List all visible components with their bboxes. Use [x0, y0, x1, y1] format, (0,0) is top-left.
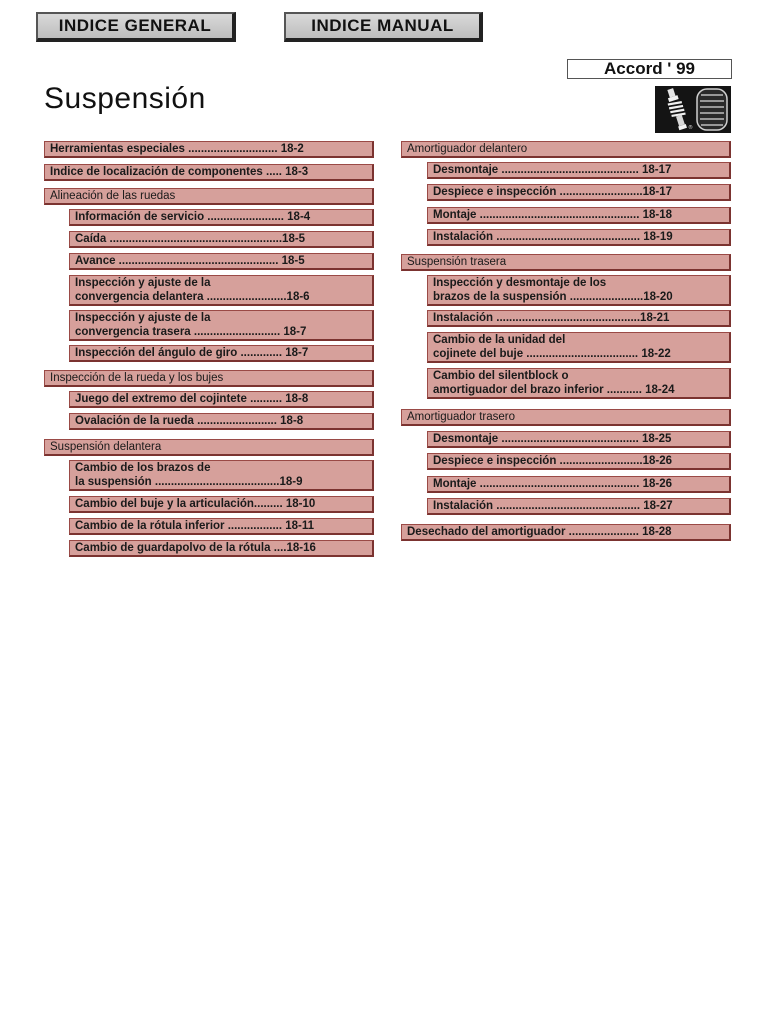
toc-entry-st-instalacion[interactable]: [427, 310, 731, 327]
toc-entry-herramientas[interactable]: [44, 141, 374, 158]
toc-entry-text: brazos de la suspensión .......................18-20: [433, 291, 673, 303]
toc-entry-text: Desmontaje ........................................... 18-17: [433, 164, 672, 176]
toc-entry-text: Caída ......................................................18-5: [75, 233, 306, 245]
toc-entry-text: Inspección del ángulo de giro ............. 18-7: [75, 347, 309, 359]
toc-entry-st-cojinete[interactable]: [427, 332, 731, 363]
toc-entry-text: cojinete del buje ................................... 18-22: [433, 348, 671, 360]
toc-entry-text: amortiguador del brazo inferior ........... 18-24: [433, 384, 675, 396]
indice-manual-button[interactable]: INDICE MANUAL: [284, 12, 483, 42]
model-label: Accord ' 99: [567, 59, 732, 79]
toc-entry-text: Suspensión trasera: [407, 256, 507, 268]
toc-entry-st-brazos[interactable]: [427, 275, 731, 306]
toc-entry-text: Instalación .............................................18-21: [433, 312, 670, 324]
toc-entry-cambio-buje[interactable]: [69, 496, 374, 513]
shock-absorber-and-tire-icon: [655, 86, 731, 133]
svg-text:®: ®: [688, 125, 693, 131]
toc-entry-text: Despiece e inspección ..........................18-26: [433, 455, 673, 467]
toc-entry-text: Inspección de la rueda y los bujes: [50, 372, 224, 384]
toc-entry-susp-trasera[interactable]: [401, 254, 731, 271]
toc-entry-text: Desmontaje ........................................... 18-25: [433, 433, 672, 445]
toc-entry-text: Inspección y ajuste de la: [75, 312, 211, 324]
toc-entry-conv-trasera[interactable]: [69, 310, 374, 341]
toc-entry-text: Herramientas especiales ............................ 18-2: [50, 143, 304, 155]
toc-entry-text: Cambio de los brazos de: [75, 462, 211, 474]
toc-entry-text: Montaje .................................................. 18-26: [433, 478, 673, 490]
toc-entry-text: Instalación ............................................. 18-27: [433, 500, 673, 512]
toc-entry-text: Cambio de la rótula inferior ................. 18-11: [75, 520, 315, 532]
toc-entry-text: Cambio del buje y la articulación......... 18-10: [75, 498, 316, 510]
toc-entry-avance[interactable]: [69, 253, 374, 270]
toc-entry-text: Indice de localización de componentes ..... 18-3: [50, 166, 309, 178]
toc-entry-text: Cambio del silentblock o: [433, 370, 569, 382]
toc-entry-text: la suspensión .......................................18-9: [75, 476, 303, 488]
toc-entry-text: Cambio de la unidad del: [433, 334, 566, 346]
toc-entry-at-desmontaje[interactable]: [427, 431, 731, 448]
toc-entry-ovalacion[interactable]: [69, 413, 374, 430]
toc-entry-cambio-brazos[interactable]: [69, 460, 374, 491]
toc-entry-desechado[interactable]: [401, 524, 731, 541]
toc-entry-text: Cambio de guardapolvo de la rótula ....18-16: [75, 542, 316, 554]
toc-entry-cambio-guardapolvo[interactable]: [69, 540, 374, 557]
toc-entry-text: Desechado del amortiguador ...................... 18-28: [407, 526, 672, 538]
toc-entry-text: Amortiguador trasero: [407, 411, 516, 423]
toc-entry-ad-montaje[interactable]: [427, 207, 731, 224]
toc-entry-caida[interactable]: [69, 231, 374, 248]
toc-entry-text: Despiece e inspección ..........................18-17: [433, 186, 673, 198]
toc-entry-text: Información de servicio ........................ 18-4: [75, 211, 311, 223]
toc-entry-text: Juego del extremo del cojintete .......... 18-8: [75, 393, 309, 405]
toc-entry-text: Alineación de las ruedas: [50, 190, 176, 202]
toc-entry-at-montaje[interactable]: [427, 476, 731, 493]
toc-entry-at-instalacion[interactable]: [427, 498, 731, 515]
toc-entry-text: Ovalación de la rueda ......................... 18-8: [75, 415, 304, 427]
toc-entry-alineacion[interactable]: [44, 188, 374, 205]
toc-entry-ad-desmontaje[interactable]: [427, 162, 731, 179]
toc-entry-ad-despiece[interactable]: [427, 184, 731, 201]
page-title: Suspensión: [44, 82, 206, 115]
toc-entry-text: Instalación ............................................. 18-19: [433, 231, 673, 243]
toc-entry-insp-rueda-bujes[interactable]: [44, 370, 374, 387]
indice-general-button[interactable]: INDICE GENERAL: [36, 12, 236, 42]
toc-entry-text: Inspección y ajuste de la: [75, 277, 211, 289]
toc-entry-text: Amortiguador delantero: [407, 143, 528, 155]
toc-entry-amort-delantero[interactable]: [401, 141, 731, 158]
toc-entry-angulo-giro[interactable]: [69, 345, 374, 362]
toc-entry-text: convergencia delantera .........................18-6: [75, 291, 310, 303]
toc-entry-susp-delantera[interactable]: [44, 439, 374, 456]
toc-entry-cambio-rotula[interactable]: [69, 518, 374, 535]
toc-entry-text: Avance .................................................. 18-5: [75, 255, 305, 267]
toc-entry-juego-cojintete[interactable]: [69, 391, 374, 408]
toc-entry-conv-delantera[interactable]: [69, 275, 374, 306]
toc-entry-text: Suspensión delantera: [50, 441, 162, 453]
toc-entry-indice-localizacion[interactable]: [44, 164, 374, 181]
toc-entry-at-despiece[interactable]: [427, 453, 731, 470]
toc-entry-st-silentblock[interactable]: [427, 368, 731, 399]
toc-entry-text: Montaje .................................................. 18-18: [433, 209, 673, 221]
toc-entry-amort-trasero[interactable]: [401, 409, 731, 426]
toc-entry-text: convergencia trasera ........................... 18-7: [75, 326, 307, 338]
toc-entry-info-servicio[interactable]: [69, 209, 374, 226]
toc-entry-ad-instalacion[interactable]: [427, 229, 731, 246]
toc-entry-text: Inspección y desmontaje de los: [433, 277, 607, 289]
